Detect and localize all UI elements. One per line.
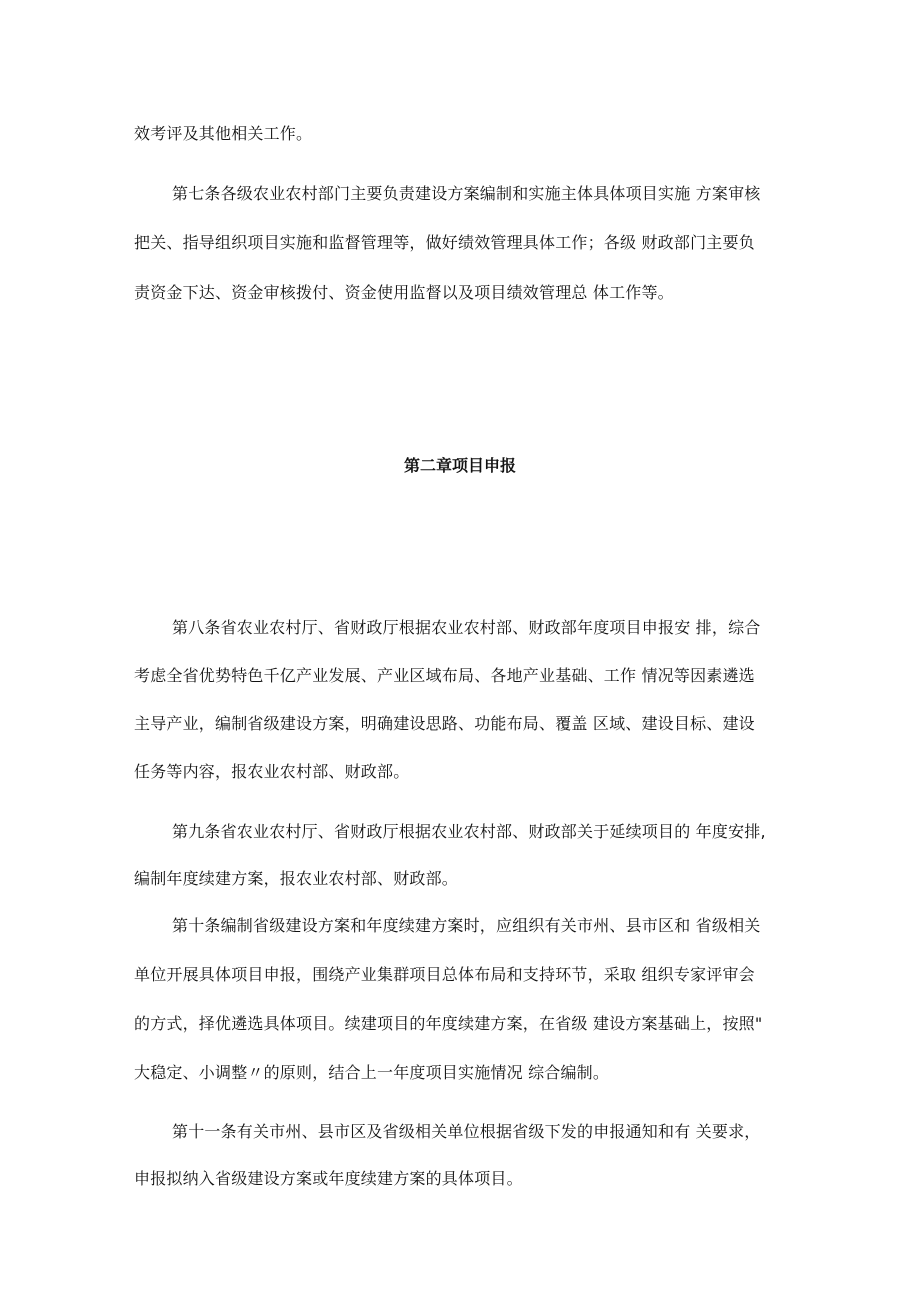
paragraph-line: 主导产业，编制省级建设方案，明确建设思路、功能布局、覆盖 区域、建设目标、建设 [134,714,755,733]
paragraph-line: 任务等内容，报农业农村部、财政部。 [134,762,410,781]
paragraph-line: 第八条省农业农村厅、省财政厅根据农业农村部、财政部年度项目申报安 排，综合 [172,618,761,637]
paragraph-line: 把关、指导组织项目实施和监督管理等，做好绩效管理具体工作；各级 财政部门主要负 [134,233,755,252]
paragraph-line: 申报拟纳入省级建设方案或年度续建方案的具体项目。 [134,1169,523,1188]
paragraph-line: 编制年度续建方案，报农业农村部、财政部。 [134,869,459,888]
paragraph-line: 第九条省农业农村厅、省财政厅根据农业农村部、财政部关于延续项目的 年度安排, [172,822,766,841]
paragraph-line: 责资金下达、资金审核拨付、资金使用监督以及项目绩效管理总 体工作等。 [134,283,674,302]
paragraph-line: 大稳定、小调整〃的原则，结合上一年度项目实施情况 综合编制。 [134,1063,610,1082]
paragraph-line: 考虑全省优势特色千亿产业发展、产业区域布局、各地产业基础、工作 情况等因素遴选 [134,666,755,685]
paragraph-line: 效考评及其他相关工作。 [134,124,313,143]
paragraph-line: 单位开展具体项目申报，围绕产业集群项目总体布局和支持环节，采取 组织专家评审会 [134,965,755,984]
paragraph-line: 第十条编制省级建设方案和年度续建方案时，应组织有关市州、县市区和 省级相关 [172,916,761,935]
paragraph-line: 第七条各级农业农村部门主要负责建设方案编制和实施主体具体项目实施 方案审核 [172,184,761,203]
paragraph-line: 的方式，择优遴选具体项目。续建项目的年度续建方案，在省级 建设方案基础上，按照" [134,1014,763,1033]
chapter-heading: 第二章项目申报 [403,456,516,475]
paragraph-line: 第十一条有关市州、县市区及省级相关单位根据省级下发的申报通知和有 关要求， [172,1122,761,1141]
